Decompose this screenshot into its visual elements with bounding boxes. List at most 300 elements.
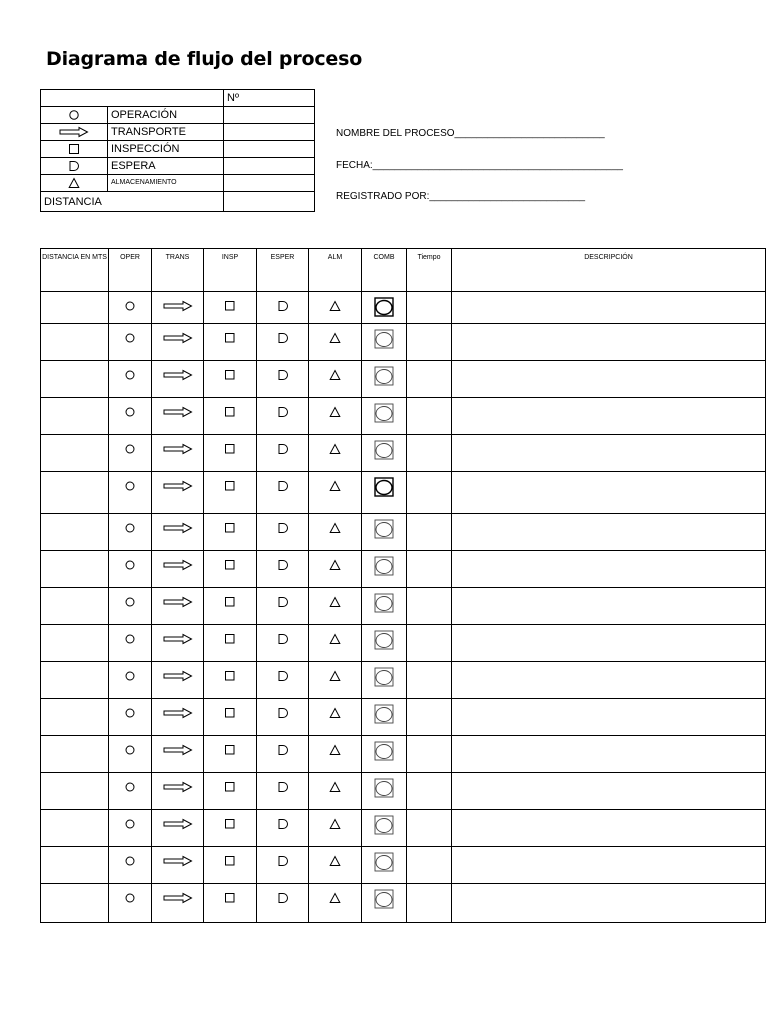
symbol-cell[interactable] xyxy=(257,514,309,551)
symbol-cell[interactable] xyxy=(362,588,407,625)
description-cell[interactable] xyxy=(452,361,766,398)
symbol-cell[interactable] xyxy=(204,324,257,361)
square-icon[interactable] xyxy=(224,332,236,344)
symbol-cell[interactable] xyxy=(152,884,204,923)
date-field[interactable]: FECHA:_____________________________________________ xyxy=(336,160,623,171)
arrow-right-icon[interactable] xyxy=(163,522,193,534)
symbol-cell[interactable] xyxy=(257,435,309,472)
time-cell[interactable] xyxy=(407,472,452,514)
symbol-cell[interactable] xyxy=(204,625,257,662)
combined-icon[interactable] xyxy=(374,403,394,423)
combined-icon[interactable] xyxy=(374,704,394,724)
symbol-cell[interactable] xyxy=(152,736,204,773)
time-cell[interactable] xyxy=(407,324,452,361)
description-cell[interactable] xyxy=(452,773,766,810)
arrow-right-icon[interactable] xyxy=(163,818,193,830)
distance-cell[interactable] xyxy=(41,736,109,773)
circle-icon[interactable] xyxy=(124,332,136,344)
combined-icon[interactable] xyxy=(374,297,394,317)
combined-icon[interactable] xyxy=(374,889,394,909)
time-cell[interactable] xyxy=(407,398,452,435)
combined-icon[interactable] xyxy=(374,477,394,497)
symbol-cell[interactable] xyxy=(309,398,362,435)
square-icon[interactable] xyxy=(224,443,236,455)
symbol-cell[interactable] xyxy=(362,435,407,472)
circle-icon[interactable] xyxy=(124,707,136,719)
square-icon[interactable] xyxy=(224,522,236,534)
square-icon[interactable] xyxy=(224,480,236,492)
distance-cell[interactable] xyxy=(41,625,109,662)
symbol-cell[interactable] xyxy=(362,292,407,324)
header-distance: DISTANCIA EN MTS xyxy=(41,249,109,292)
symbol-cell[interactable] xyxy=(204,736,257,773)
time-cell[interactable] xyxy=(407,361,452,398)
symbol-cell[interactable] xyxy=(152,625,204,662)
square-icon[interactable] xyxy=(224,369,236,381)
distance-cell[interactable] xyxy=(41,472,109,514)
header-description: DESCRIPCIÓN xyxy=(452,249,766,292)
symbol-cell[interactable] xyxy=(257,361,309,398)
combined-icon[interactable] xyxy=(374,556,394,576)
d-shape-icon[interactable] xyxy=(277,300,289,312)
symbol-cell[interactable] xyxy=(109,361,152,398)
symbol-cell[interactable] xyxy=(152,810,204,847)
triangle-icon[interactable] xyxy=(329,443,341,455)
triangle-icon[interactable] xyxy=(329,781,341,793)
symbol-cell[interactable] xyxy=(362,736,407,773)
symbol-cell[interactable] xyxy=(204,773,257,810)
combined-icon[interactable] xyxy=(374,778,394,798)
symbol-cell[interactable] xyxy=(309,736,362,773)
legend-label-operacion: OPERACIÓN xyxy=(108,107,224,124)
d-shape-icon[interactable] xyxy=(277,596,289,608)
symbol-cell[interactable] xyxy=(109,588,152,625)
description-cell[interactable] xyxy=(452,398,766,435)
description-cell[interactable] xyxy=(452,625,766,662)
table-row xyxy=(41,810,766,847)
arrow-right-icon[interactable] xyxy=(163,633,193,645)
symbol-cell[interactable] xyxy=(152,398,204,435)
symbol-cell[interactable] xyxy=(309,361,362,398)
arrow-right-icon[interactable] xyxy=(163,670,193,682)
symbol-cell[interactable] xyxy=(362,625,407,662)
d-shape-icon[interactable] xyxy=(277,332,289,344)
description-cell[interactable] xyxy=(452,699,766,736)
symbol-cell[interactable] xyxy=(362,514,407,551)
symbol-cell[interactable] xyxy=(362,361,407,398)
symbol-cell[interactable] xyxy=(257,588,309,625)
time-cell[interactable] xyxy=(407,514,452,551)
d-shape-icon[interactable] xyxy=(277,744,289,756)
process-table xyxy=(40,248,766,923)
symbol-cell[interactable] xyxy=(257,773,309,810)
symbol-cell[interactable] xyxy=(109,625,152,662)
symbol-cell[interactable] xyxy=(257,551,309,588)
legend-count-cell[interactable] xyxy=(224,141,315,158)
triangle-icon[interactable] xyxy=(329,818,341,830)
circle-icon[interactable] xyxy=(124,559,136,571)
d-shape-icon[interactable] xyxy=(277,670,289,682)
symbol-cell[interactable] xyxy=(152,773,204,810)
time-cell[interactable] xyxy=(407,847,452,884)
square-icon[interactable] xyxy=(224,744,236,756)
table-row xyxy=(41,773,766,810)
legend-label-inspeccion: INSPECCIÓN xyxy=(108,141,224,158)
combined-icon[interactable] xyxy=(374,741,394,761)
circle-icon[interactable] xyxy=(124,818,136,830)
triangle-icon[interactable] xyxy=(329,596,341,608)
legend-label-espera: ESPERA xyxy=(108,158,224,175)
symbol-cell[interactable] xyxy=(204,472,257,514)
time-cell[interactable] xyxy=(407,884,452,923)
triangle-icon[interactable] xyxy=(329,480,341,492)
symbol-cell[interactable] xyxy=(257,884,309,923)
combined-icon[interactable] xyxy=(374,440,394,460)
time-cell[interactable] xyxy=(407,625,452,662)
table-header-row xyxy=(41,249,766,292)
symbol-cell[interactable] xyxy=(152,699,204,736)
circle-icon[interactable] xyxy=(124,892,136,904)
symbol-cell[interactable] xyxy=(109,292,152,324)
arrow-right-icon[interactable] xyxy=(163,596,193,608)
square-icon[interactable] xyxy=(224,781,236,793)
symbol-cell[interactable] xyxy=(309,773,362,810)
symbol-cell[interactable] xyxy=(152,847,204,884)
distance-cell[interactable] xyxy=(41,514,109,551)
table-row xyxy=(41,625,766,662)
symbol-cell[interactable] xyxy=(362,884,407,923)
distance-cell[interactable] xyxy=(41,588,109,625)
header-insp: INSP xyxy=(204,249,257,292)
arrow-right-icon xyxy=(59,126,89,138)
symbol-cell[interactable] xyxy=(204,810,257,847)
combined-icon[interactable] xyxy=(374,366,394,386)
square-icon[interactable] xyxy=(224,855,236,867)
symbol-cell[interactable] xyxy=(152,361,204,398)
symbol-cell[interactable] xyxy=(204,847,257,884)
distance-cell[interactable] xyxy=(41,292,109,324)
arrow-right-icon[interactable] xyxy=(163,406,193,418)
symbol-cell[interactable] xyxy=(204,361,257,398)
distance-cell[interactable] xyxy=(41,435,109,472)
symbol-cell[interactable] xyxy=(362,773,407,810)
d-shape-icon[interactable] xyxy=(277,559,289,571)
legend-count-cell[interactable] xyxy=(224,124,315,141)
d-shape-icon[interactable] xyxy=(277,443,289,455)
distance-cell[interactable] xyxy=(41,398,109,435)
symbol-cell[interactable] xyxy=(309,514,362,551)
description-cell[interactable] xyxy=(452,292,766,324)
description-cell[interactable] xyxy=(452,847,766,884)
d-shape-icon[interactable] xyxy=(277,855,289,867)
header-trans: TRANS xyxy=(152,249,204,292)
symbol-cell[interactable] xyxy=(109,847,152,884)
symbol-cell[interactable] xyxy=(152,514,204,551)
symbol-cell[interactable] xyxy=(309,472,362,514)
legend-header-blank xyxy=(41,90,224,107)
header-comb: COMB xyxy=(362,249,407,292)
circle-icon[interactable] xyxy=(124,744,136,756)
arrow-right-icon[interactable] xyxy=(163,369,193,381)
legend-label-transporte: TRANSPORTE xyxy=(108,124,224,141)
triangle-icon[interactable] xyxy=(329,855,341,867)
symbol-cell[interactable] xyxy=(204,884,257,923)
symbol-cell[interactable] xyxy=(204,435,257,472)
triangle-icon[interactable] xyxy=(329,369,341,381)
circle-icon[interactable] xyxy=(124,443,136,455)
description-cell[interactable] xyxy=(452,514,766,551)
symbol-cell[interactable] xyxy=(109,514,152,551)
circle-icon xyxy=(68,109,80,121)
description-cell[interactable] xyxy=(452,662,766,699)
square-icon[interactable] xyxy=(224,406,236,418)
description-cell[interactable] xyxy=(452,810,766,847)
circle-icon[interactable] xyxy=(124,633,136,645)
d-shape-icon[interactable] xyxy=(277,781,289,793)
symbol-cell[interactable] xyxy=(109,551,152,588)
symbol-cell[interactable] xyxy=(109,324,152,361)
circle-icon[interactable] xyxy=(124,480,136,492)
symbol-cell[interactable] xyxy=(109,810,152,847)
symbol-cell[interactable] xyxy=(309,292,362,324)
table-row xyxy=(41,361,766,398)
table-row xyxy=(41,292,766,324)
combined-icon[interactable] xyxy=(374,630,394,650)
symbol-cell[interactable] xyxy=(309,324,362,361)
symbol-cell[interactable] xyxy=(362,398,407,435)
arrow-right-icon[interactable] xyxy=(163,892,193,904)
symbol-cell[interactable] xyxy=(204,588,257,625)
arrow-right-icon[interactable] xyxy=(163,300,193,312)
square-icon[interactable] xyxy=(224,596,236,608)
table-row xyxy=(41,435,766,472)
symbol-cell[interactable] xyxy=(109,435,152,472)
circle-icon[interactable] xyxy=(124,300,136,312)
triangle-icon[interactable] xyxy=(329,522,341,534)
symbol-cell[interactable] xyxy=(309,435,362,472)
symbol-cell[interactable] xyxy=(204,292,257,324)
circle-icon[interactable] xyxy=(124,522,136,534)
arrow-right-icon[interactable] xyxy=(163,707,193,719)
arrow-right-icon[interactable] xyxy=(163,480,193,492)
symbol-cell[interactable] xyxy=(109,884,152,923)
table-row xyxy=(41,472,766,514)
symbol-cell[interactable] xyxy=(152,292,204,324)
triangle-icon xyxy=(68,177,80,189)
time-cell[interactable] xyxy=(407,810,452,847)
header-esper: ESPER xyxy=(257,249,309,292)
distance-cell[interactable] xyxy=(41,699,109,736)
table-row xyxy=(41,847,766,884)
table-row xyxy=(41,551,766,588)
distance-cell[interactable] xyxy=(41,361,109,398)
legend-label-almacenamiento: ALMACENAMIENTO xyxy=(108,175,224,192)
symbol-cell[interactable] xyxy=(152,662,204,699)
arrow-right-icon[interactable] xyxy=(163,855,193,867)
triangle-icon[interactable] xyxy=(329,633,341,645)
symbol-cell[interactable] xyxy=(109,472,152,514)
d-shape-icon[interactable] xyxy=(277,406,289,418)
symbol-cell[interactable] xyxy=(362,699,407,736)
symbol-cell[interactable] xyxy=(309,847,362,884)
symbol-cell[interactable] xyxy=(109,773,152,810)
combined-icon[interactable] xyxy=(374,519,394,539)
triangle-icon[interactable] xyxy=(329,670,341,682)
symbol-cell[interactable] xyxy=(257,398,309,435)
distance-cell[interactable] xyxy=(41,551,109,588)
symbol-cell[interactable] xyxy=(309,884,362,923)
symbol-cell[interactable] xyxy=(204,699,257,736)
symbol-cell[interactable] xyxy=(152,588,204,625)
header-time: Tiempo xyxy=(407,249,452,292)
page-title: Diagrama de flujo del proceso xyxy=(46,48,363,70)
distance-cell[interactable] xyxy=(41,773,109,810)
triangle-icon[interactable] xyxy=(329,332,341,344)
symbol-cell[interactable] xyxy=(309,662,362,699)
symbol-cell[interactable] xyxy=(257,292,309,324)
triangle-icon[interactable] xyxy=(329,892,341,904)
d-shape-icon[interactable] xyxy=(277,480,289,492)
symbol-cell[interactable] xyxy=(152,435,204,472)
symbol-cell[interactable] xyxy=(152,324,204,361)
symbol-cell[interactable] xyxy=(152,472,204,514)
description-cell[interactable] xyxy=(452,435,766,472)
description-cell[interactable] xyxy=(452,472,766,514)
symbol-cell[interactable] xyxy=(309,551,362,588)
description-cell[interactable] xyxy=(452,588,766,625)
symbol-cell[interactable] xyxy=(362,810,407,847)
symbol-cell[interactable] xyxy=(309,588,362,625)
symbol-cell[interactable] xyxy=(109,699,152,736)
arrow-right-icon[interactable] xyxy=(163,744,193,756)
d-shape-icon[interactable] xyxy=(277,369,289,381)
circle-icon[interactable] xyxy=(124,406,136,418)
legend-count-cell[interactable] xyxy=(224,175,315,192)
description-cell[interactable] xyxy=(452,736,766,773)
combined-icon[interactable] xyxy=(374,815,394,835)
triangle-icon[interactable] xyxy=(329,300,341,312)
symbol-cell[interactable] xyxy=(309,699,362,736)
legend-count-cell[interactable] xyxy=(224,158,315,175)
distance-cell[interactable] xyxy=(41,662,109,699)
d-shape-icon[interactable] xyxy=(277,522,289,534)
arrow-right-icon[interactable] xyxy=(163,443,193,455)
description-cell[interactable] xyxy=(452,884,766,923)
process-name-field[interactable]: NOMBRE DEL PROCESO___________________________ xyxy=(336,128,605,139)
table-row xyxy=(41,662,766,699)
triangle-icon[interactable] xyxy=(329,406,341,418)
table-row xyxy=(41,884,766,923)
legend-count-cell[interactable] xyxy=(224,107,315,124)
distance-cell[interactable] xyxy=(41,847,109,884)
d-shape-icon[interactable] xyxy=(277,633,289,645)
symbol-cell[interactable] xyxy=(257,699,309,736)
circle-icon[interactable] xyxy=(124,596,136,608)
square-icon[interactable] xyxy=(224,633,236,645)
table-row xyxy=(41,699,766,736)
d-shape-icon[interactable] xyxy=(277,707,289,719)
square-icon[interactable] xyxy=(224,670,236,682)
symbol-cell[interactable] xyxy=(362,472,407,514)
symbol-cell[interactable] xyxy=(204,398,257,435)
symbol-cell[interactable] xyxy=(109,662,152,699)
symbol-cell[interactable] xyxy=(257,847,309,884)
table-row xyxy=(41,588,766,625)
recorded-by-field[interactable]: REGISTRADO POR:____________________________ xyxy=(336,191,586,202)
time-cell[interactable] xyxy=(407,551,452,588)
square-icon[interactable] xyxy=(224,559,236,571)
time-cell[interactable] xyxy=(407,736,452,773)
square-icon[interactable] xyxy=(224,300,236,312)
symbol-cell[interactable] xyxy=(204,514,257,551)
square-icon[interactable] xyxy=(224,707,236,719)
symbol-cell[interactable] xyxy=(257,810,309,847)
combined-icon[interactable] xyxy=(374,667,394,687)
symbol-cell[interactable] xyxy=(362,847,407,884)
symbol-cell[interactable] xyxy=(362,662,407,699)
d-shape-icon[interactable] xyxy=(277,818,289,830)
symbol-cell[interactable] xyxy=(309,625,362,662)
triangle-icon[interactable] xyxy=(329,707,341,719)
combined-icon[interactable] xyxy=(374,329,394,349)
distance-value-cell[interactable] xyxy=(224,192,315,212)
legend-label-distancia: DISTANCIA xyxy=(41,192,224,212)
symbol-cell[interactable] xyxy=(109,398,152,435)
symbol-cell[interactable] xyxy=(257,472,309,514)
symbol-cell[interactable] xyxy=(257,324,309,361)
symbol-cell[interactable] xyxy=(257,625,309,662)
square-icon xyxy=(68,143,80,155)
time-cell[interactable] xyxy=(407,699,452,736)
circle-icon[interactable] xyxy=(124,855,136,867)
square-icon[interactable] xyxy=(224,892,236,904)
time-cell[interactable] xyxy=(407,662,452,699)
description-cell[interactable] xyxy=(452,551,766,588)
d-shape-icon[interactable] xyxy=(277,892,289,904)
circle-icon[interactable] xyxy=(124,781,136,793)
symbol-cell[interactable] xyxy=(257,736,309,773)
symbol-cell[interactable] xyxy=(204,551,257,588)
symbol-cell[interactable] xyxy=(152,551,204,588)
triangle-icon[interactable] xyxy=(329,559,341,571)
symbol-cell[interactable] xyxy=(309,810,362,847)
symbol-cell[interactable] xyxy=(362,551,407,588)
symbol-cell[interactable] xyxy=(109,736,152,773)
arrow-right-icon[interactable] xyxy=(163,559,193,571)
square-icon[interactable] xyxy=(224,818,236,830)
triangle-icon[interactable] xyxy=(329,744,341,756)
distance-cell[interactable] xyxy=(41,810,109,847)
time-cell[interactable] xyxy=(407,588,452,625)
symbol-cell[interactable] xyxy=(257,662,309,699)
symbol-cell[interactable] xyxy=(362,324,407,361)
description-cell[interactable] xyxy=(452,324,766,361)
time-cell[interactable] xyxy=(407,292,452,324)
d-shape-icon xyxy=(68,160,80,172)
time-cell[interactable] xyxy=(407,435,452,472)
arrow-right-icon[interactable] xyxy=(163,332,193,344)
combined-icon[interactable] xyxy=(374,593,394,613)
symbol-cell[interactable] xyxy=(204,662,257,699)
combined-icon[interactable] xyxy=(374,852,394,872)
circle-icon[interactable] xyxy=(124,670,136,682)
distance-cell[interactable] xyxy=(41,884,109,923)
circle-icon[interactable] xyxy=(124,369,136,381)
distance-cell[interactable] xyxy=(41,324,109,361)
arrow-right-icon[interactable] xyxy=(163,781,193,793)
time-cell[interactable] xyxy=(407,773,452,810)
table-row xyxy=(41,514,766,551)
